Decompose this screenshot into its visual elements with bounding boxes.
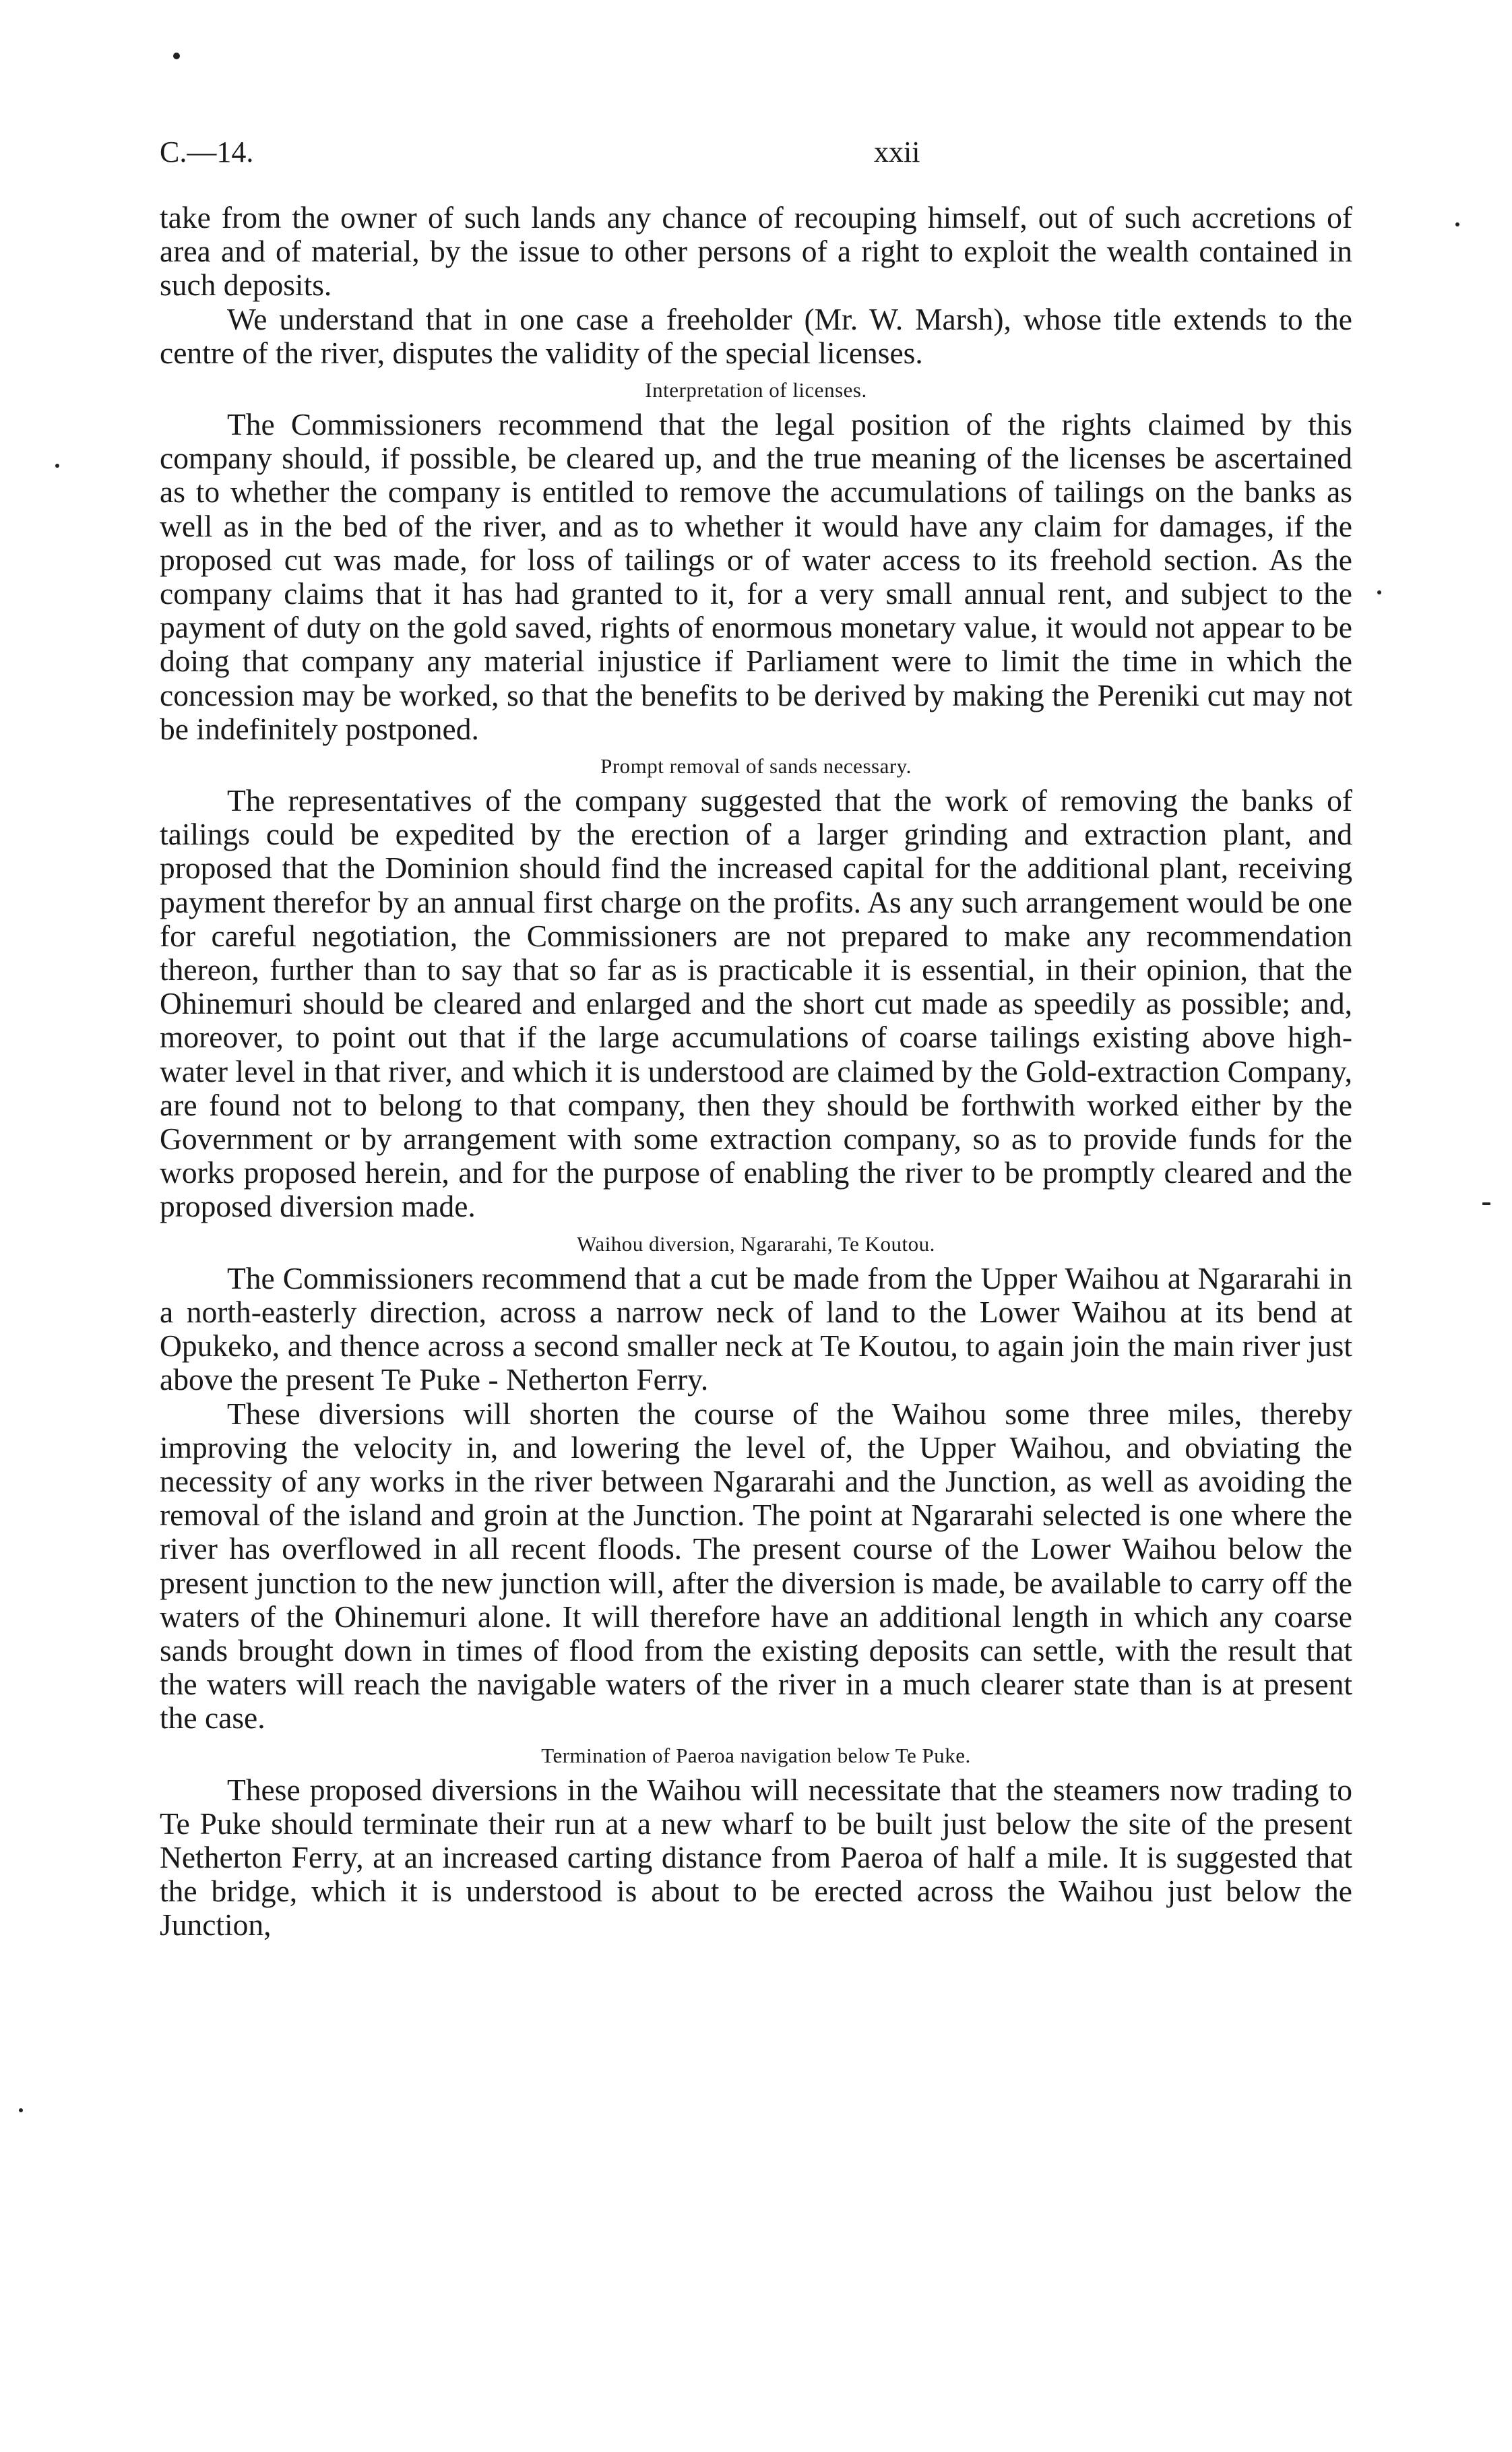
paragraph: We understand that in one case a freeholder (Mr. W. Marsh), whose title extends to the centre of the river, disputes the validity of the special licenses.: [160, 301, 1352, 370]
scan-mark: [55, 464, 59, 468]
paragraph: The representatives of the company suggested that the work of removing the banks of tailings could be expedited by the erection of a larger grinding and extraction plant, and proposed that the Dominion should find the increased capital for the additional plant, receiving payment therefor by an annual first charge on the profits. As any such arrangement would be one for careful negotiation, the Commissioners are not prepared to make any recommendation thereon, further than to say that so far as is practicable it is essential, in their opinion, that the Ohinemuri should be cleared and enlarged and the short cut made as speedily as possible; and, moreover, to point out that if the large accumulations of coarse tailings existing above high-water level in that river, and which it is understood are claimed by the Gold-extraction Company, are found not to belong to that company, then they should be forthwith worked either by the Government or by arrangement with some extraction company, so as to provide funds for the works proposed herein, and for the purpose of enabling the river to be promptly cleared and the proposed diversion made.: [160, 783, 1352, 1224]
paragraph: The Commissioners recommend that a cut be made from the Upper Waihou at Ngararahi in a north-easterly direction, across a narrow neck of land to the Lower Waihou at its bend at Opukeko, and thence across a second smaller neck at Te Koutou, to again join the main river just above the present Te Puke - Netherton Ferry.: [160, 1260, 1352, 1397]
scan-mark: [1455, 222, 1459, 226]
section-heading: Interpretation of licenses.: [645, 378, 867, 402]
paragraph-continued: take from the owner of such lands any chance of recouping himself, out of such accretions of area and of material, by the issue to other persons of a right to exploit the wealth contained in such deposits.: [160, 200, 1352, 303]
document-reference: C.—14.: [160, 135, 254, 168]
paragraph: The Commissioners recommend that the legal position of the rights claimed by this company should, if possible, be cleared up, and the true meaning of the licenses be ascertained as to whether the company is entitled to remove the accumulations of tailings on the banks as well as in the bed of the river, and as to whether it would have any claim for damages, if the proposed cut was made, for loss of tailings or of water access to its freehold section. As the company claims that it has had granted to it, for a very small annual rent, and subject to the payment of duty on the gold saved, rights of enormous monetary value, it would not appear to be doing that company any material injustice if Parliament were to limit the time in which the concession may be worked, so that the benefits to be derived by making the Pereniki cut may not be indefinitely postponed.: [160, 407, 1352, 746]
page-header: [160, 135, 1352, 175]
section-heading: Waihou diversion, Ngararahi, Te Koutou.: [577, 1231, 935, 1256]
scan-mark: [1377, 590, 1381, 594]
scan-mark: [173, 53, 180, 59]
document-body: [160, 201, 1352, 1942]
scan-mark: [1482, 1202, 1490, 1205]
paragraph: These proposed diversions in the Waihou will necessitate that the steamers now trading to Te Puke should terminate their run at a new wharf to be built just below the site of the present Netherton Ferry, at an increased carting distance from Paeroa of half a mile. It is suggested that the bridge, which it is understood is about to be erected across the Waihou just below the Junction,: [160, 1772, 1352, 1942]
page-number: xxii: [874, 135, 920, 168]
section-heading: Termination of Paeroa navigation below Te Puke.: [541, 1743, 971, 1767]
paragraph: These diversions will shorten the course of the Waihou some three miles, thereby improving the velocity in, and lowering the level of, the Upper Waihou, and obviating the necessity of any works in the river between Ngararahi and the Junction, as well as avoiding the removal of the island and groin at the Junction. The point at Ngararahi selected is one where the river has overflowed in all recent floods. The present course of the Lower Waihou below the present junction to the new junction will, after the diversion is made, be available to carry off the waters of the Ohinemuri alone. It will therefore have an additional length in which any coarse sands brought down in times of flood from the existing deposits can settle, with the result that the waters will reach the navigable waters of the river in a much clearer state than is at present the case.: [160, 1396, 1352, 1736]
scan-mark: [19, 2108, 23, 2112]
section-heading: Prompt removal of sands necessary.: [600, 754, 912, 778]
